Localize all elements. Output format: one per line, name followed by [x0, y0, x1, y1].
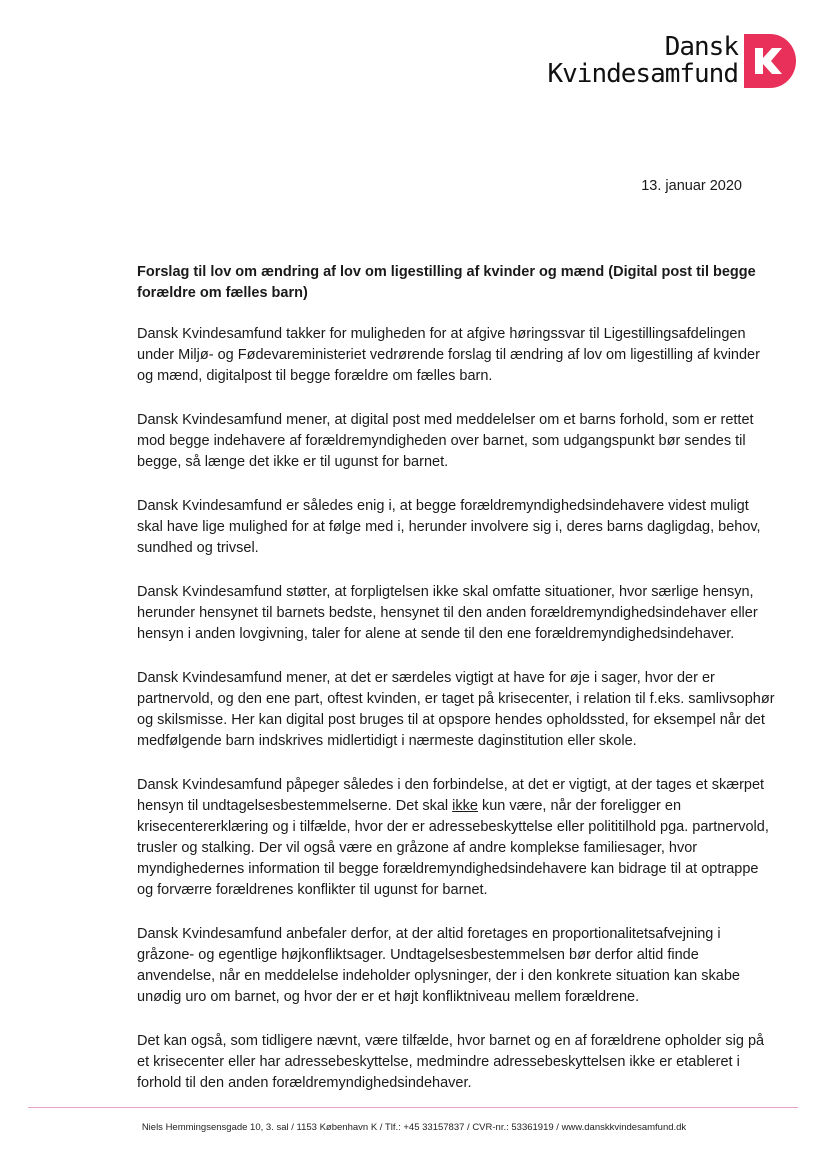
- paragraph-6-part-2: kun være, når der foreligger en krisecentererklæring og i tilfælde, hvor der er adressebeskyttelse eller polititilhold pga. partnervold, trusler og stalking. Der vil også være en gråzone af andre komplekse familiesager, hvor myndighedernes information til begge forældremyndighedsindehavere kan bidrage til at optrappe og forværre forældrenes konflikter til ugunst for barnet.: [137, 798, 769, 898]
- logo-k-mark-icon: [744, 34, 796, 88]
- organization-logo: [548, 34, 797, 88]
- footer-divider: [28, 1107, 798, 1108]
- paragraph-6: [137, 775, 777, 901]
- paragraph-6-part-1: Dansk Kvindesamfund påpeger således i den forbindelse, at det er vigtigt, at der tages et skærpet hensyn til undtagelsesbestemmelserne. Det skal: [137, 777, 765, 814]
- logo-line-2: Kvindesamfund: [547, 59, 738, 89]
- paragraph-3: Dansk Kvindesamfund er således enig i, at begge forældremyndighedsindehavere videst muligt skal have lige mulighed for at følge med i, herunder involvere sig i, deres barns dagligdag, behov, sundhed og trivsel.: [137, 498, 761, 556]
- letter-body: [137, 262, 777, 1117]
- footer-contact: Niels Hemmingsensgade 10, 3. sal / 1153 København K / Tlf.: +45 33157837 / CVR-nr.: 53361919 / www.danskkvindesamfund.dk: [141, 1122, 687, 1133]
- paragraph-5: Dansk Kvindesamfund mener, at det er særdeles vigtigt at have for øje i sager, hvor der er partnervold, og den ene part, oftest kvinden, er taget på krisecenter, i relation til f.eks. samlivsophør og skilsmisse. Her kan digital post bruges til at opspore hendes opholdssted, for eksempel når det medfølgende barn indskrives midlertidigt i nærmeste daginstitution eller skole.: [137, 670, 775, 749]
- logo-wordmark: [548, 34, 739, 88]
- logo-line-1: Dansk: [664, 32, 738, 62]
- letter-subject: Forslag til lov om ændring af lov om ligestilling af kvinder og mænd (Digital post til begge forældre om fælles barn): [137, 264, 756, 301]
- paragraph-7: Dansk Kvindesamfund anbefaler derfor, at der altid foretages en proportionalitetsafvejning i gråzone- og egentlige højkonfliktsager. Undtagelsesbestemmelsen bør derfor altid finde anvendelse, når en meddelelse indeholder oplysninger, der i den konkrete situation kan skabe unødig uro om barnet, og hvor der er et højt konfliktniveau mellem forældrene.: [137, 926, 740, 1005]
- letter-date: 13. januar 2020: [641, 178, 742, 194]
- emphasis-underlined: ikke: [452, 798, 478, 814]
- paragraph-8: Det kan også, som tidligere nævnt, være tilfælde, hvor barnet og en af forældrene opholder sig på et krisecenter eller har adressebeskyttelse, medmindre adressebeskyttelsen ikke er etableret i forhold til den anden forældremyndighedsindehaver.: [137, 1033, 765, 1091]
- paragraph-2: Dansk Kvindesamfund mener, at digital post med meddelelser om et barns forhold, som er rettet mod begge indehavere af forældremyndigheden over barnet, som udgangspunkt bør sendes til begge, så længe det ikke er til ugunst for barnet.: [137, 412, 754, 470]
- paragraph-1: Dansk Kvindesamfund takker for muligheden for at afgive høringssvar til Ligestillingsafdelingen under Miljø- og Fødevareministeriet vedrørende forslag til ændring af lov om ligestilling af kvinder og mænd, digitalpost til begge forældre om fælles barn.: [137, 326, 760, 384]
- paragraph-4: Dansk Kvindesamfund støtter, at forpligtelsen ikke skal omfatte situationer, hvor særlige hensyn, herunder hensynet til barnets bedste, hensynet til den anden forældremyndighedsindehaver eller hensyn i anden lovgivning, taler for alene at sende til den ene forældremyndighedsindehaver.: [137, 584, 758, 642]
